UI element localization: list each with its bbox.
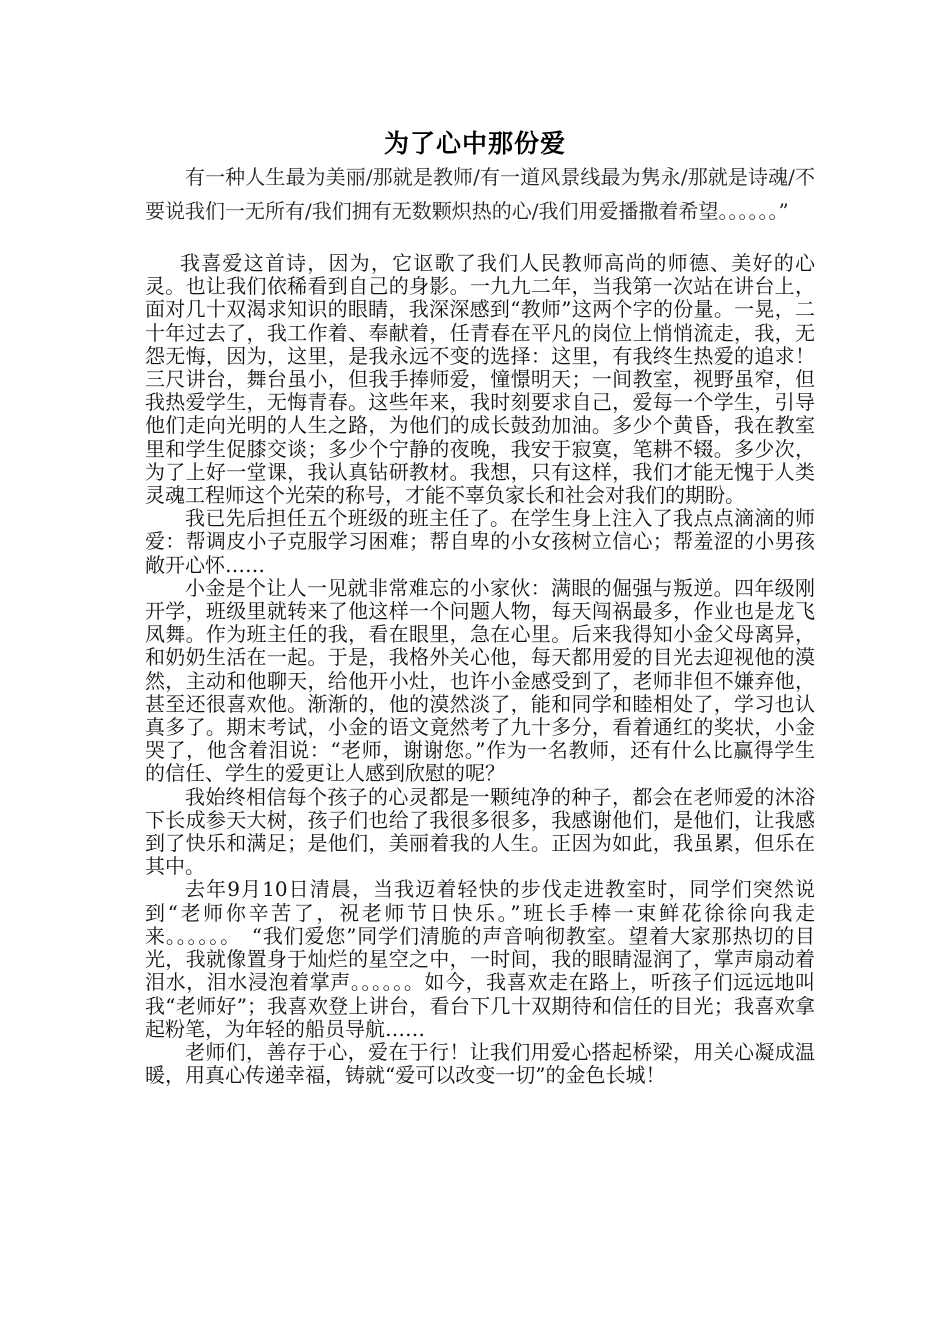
paragraph-6: 老师们，善存于心，爱在于行！让我们用爱心搭起桥梁，用关心凝成温暖，用真心传递幸福，铸就“爱可以改变一切”的金色长城！ [145,1039,815,1088]
page-title: 为了心中那份爱 [383,129,566,158]
paragraph-5: 去年9月10日清晨，当我迈着轻快的步伐走进教室时，同学们突然说到“老师你辛苦了，祝老师节日快乐。”班长手棒一束鲜花徐徐向我走来。。。。。。 “我们爱您”同学们清脆的声音响彻教室。望着大家那热切的目光，我就像置身于灿烂的星空之中，一时间，我的眼睛湿润了，掌声扇动着泪水，泪水浸泡着掌声。。。。。。如今，我喜欢走在路上，听孩子们远远地叫我“老师好”；我喜欢登上讲台，看台下几十双期待和信任的目光；我喜欢拿起粉笔，为年轻的船员导航…… [145,877,815,1041]
poem-block [145,160,815,228]
poem-text: 有一种人生最为美丽/那就是教师/有一道风景线最为隽永/那就是诗魂/不要说我们一无所有/我们拥有无数颗炽热的心/我们用爱播撒着希望。。。。。。” [145,165,815,223]
paragraph-2: 我已先后担任五个班级的班主任了。在学生身上注入了我点点滴滴的师爱：帮调皮小子克服学习困难；帮自卑的小女孩树立信心；帮羞涩的小男孩敞开心怀…… [145,506,815,577]
paragraph-4: 我始终相信每个孩子的心灵都是一颗纯净的种子，都会在老师爱的沐浴下长成参天大树，孩子们也给了我很多很多，我感谢他们，是他们，让我感到了快乐和满足；是他们，美丽着我的人生。正因为如此，我虽累，但乐在其中。 [145,784,815,879]
article-body [145,252,815,1087]
paragraph-1: 我喜爱这首诗，因为，它讴歌了我们人民教师高尚的师德、美好的心灵。也让我们依稀看到自己的身影。一九九二年，当我第一次站在讲台上，面对几十双渴求知识的眼睛，我深深感到“教师”这两个字的份量。一晃，二十年过去了，我工作着、奉献着，任青春在平凡的岗位上悄悄流走，我，无怨无悔，因为，这里，是我永远不变的选择：这里，有我终生热爱的追求！三尺讲台，舞台虽小，但我手捧师爱，憧憬明天；一间教室，视野虽窄，但我热爱学生，无悔青春。这些年来，我时刻要求自己，爱每一个学生，引导他们走向光明的人生之路，为他们的成长鼓劲加油。多少个黄昏，我在教室里和学生促膝交谈；多少个宁静的夜晚，我安于寂寞，笔耕不辍。多少次，为了上好一堂课，我认真钻研教材。我想，只有这样，我们才能无愧于人类灵魂工程师这个光荣的称号，才能不辜负家长和社会对我们的期盼。 [145,251,815,508]
paragraph-3: 小金是个让人一见就非常难忘的小家伙：满眼的倔强与叛逆。四年级刚开学，班级里就转来了他这样一个问题人物，每天闯祸最多，作业也是龙飞凤舞。作为班主任的我，看在眼里，急在心里。后来我得知小金父母离异，和奶奶生活在一起。于是，我格外关心他，每天都用爱的目光去迎视他的漠然，主动和他聊天，给他开小灶，也许小金感受到了，老师非但不嫌弃他，甚至还很喜欢他。渐渐的，他的漠然淡了，能和同学和睦相处了，学习也认真多了。期末考试，小金的语文竟然考了九十多分，看着通红的奖状，小金哭了，他含着泪说：“老师，谢谢您。”作为一名教师，还有什么比赢得学生的信任、学生的爱更让人感到欣慰的呢？ [145,575,815,786]
